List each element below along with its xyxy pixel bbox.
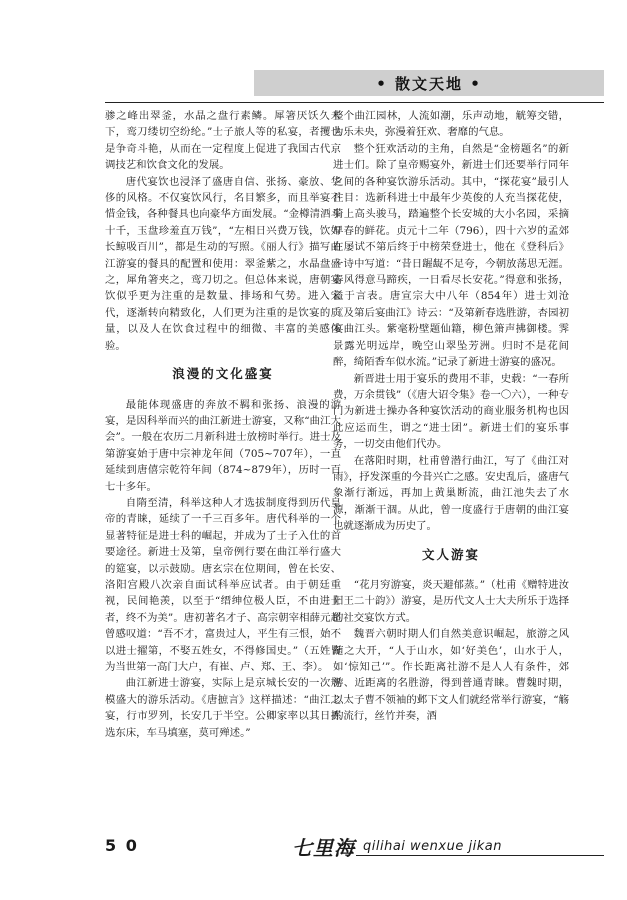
paragraph: “花月穷游宴，炎天避郁蒸。”（杜甫《赠特进汝阳王二十韵》）游宴，是历代文人士大夫所乐于选择的社交宴饮方式。	[333, 578, 569, 624]
paragraph: 整个狂欢活动的主角，自然是“金榜题名”的新进士们。除了皇帝赐宴外，新进士们还要举行同年之间的各种宴饮游乐活动。其中，“探花宴”最引人注目：选新科进士中最年少英俊的人充当探花使，骑上高头骏马，踏遍整个长安城的大小名园，采摘早春的鲜花。贞元十二年（796），四十六岁的孟郊在屡试不第后终于中榜荣登进士，他在《登科后》一诗中写道：“昔日龌龊不足夸，今朝放荡思无涯。春风得意马蹄疾，一日看尽长安花。”得意和张扬，溢于言表。唐宣宗大中八年（854年）进士刘沧《及第后宴曲江》诗云：“及第新春选胜游，杏园初宴曲江头。紫毫粉壁题仙籍，柳色箫声拂御楼。霁景露光明远岸，晚空山翠坠芳洲。归时不是花间醉，绮陌香车似水流。”记录了新进士游宴的盛况。	[333, 142, 569, 369]
section-header-band	[254, 70, 604, 96]
paragraph: 魏晋六朝时期人们自然美意识崛起，旅游之风随之大开，“人于山水，如‘好美色’，山水于人，如‘惊知己’”。作长距离社游不是人人有条件，郊游、近距离的名胜游，得到普通青睐。曹魏时期，以太子曹不领袖的邺下文人们就经常举行游宴，“觞酌流行，丝竹并奏，酒	[333, 628, 569, 723]
page-footer	[0, 836, 627, 866]
footer-underline	[356, 855, 604, 856]
paragraph: 新晋进士用于宴乐的费用不菲，史载：“一春所费，万余贯钱”（《唐大诏令集》卷一〇六），一种专门为新进士操办各种宴饮活动的商业服务机构也因此应运而生，谓之“进士团”。新进士们的宴乐事务，一切交由他们代办。	[333, 372, 569, 451]
paragraph: 在落阳时期，杜甫曾潜行曲江，写了《曲江对雨》，抒发深重的今昔兴亡之感。安史乱后，盛唐气象渐行渐远，再加上黄巢断流，曲江池失去了水源，渐渐干涸。从此，曾一度盛行于唐朝的曲江宴也就逐渐成为历史了。	[333, 454, 569, 533]
paragraph: 整个曲江园林，人流如潮，乐声动地，觥筹交错，为乐未央，弥漫着狂欢、奢靡的气息。	[333, 110, 569, 139]
paragraph: 曲江新进士游宴，实际上是京城长安的一次规模盛大的游乐活动。《唐摭言》这样描述：“曲江之宴，行市罗列，长安几于半空。公卿家率以其日拣选东床，车马填塞，莫可殚述。”	[105, 677, 341, 739]
magazine-pinyin: qilihai wenxue jikan	[363, 839, 502, 854]
section-heading: 浪漫的文化盛宴	[172, 366, 274, 382]
left-column	[105, 108, 341, 741]
paragraph: 骖之峰出翠釜，水晶之盘行素鳞。犀箸厌饫久未下，鸾刀缕切空纷纶。”士子旅人等的私宴，者攫也是争奇斗艳，从而在一定程度上促进了我国古代京调技艺和饮食文化的发展。	[105, 110, 341, 172]
section-title: • 散文天地 •	[376, 75, 482, 93]
paragraph: 自隋至清，科举这种人才选拔制度得到历代皇帝的青睐，延续了一千三百多年。唐代科举的一个显著特征是进士科的崛起，并成为了士子入仕的首要途径。新进士及第，皇帝例行要在曲江举行盛大的筵宴，以示鼓励。唐玄宗在位期间，曾在长安、洛阳宫殿八次亲自面试科举应试者。由于朝廷重视，民间艳羡，以至于“缙绅位极人臣，不由进士者，终不为美”。唐初著名才子、高宗朝宰相薛元超曾感叹道：“吾不才，富贵过人，平生有三恨，始不以进士擢第，不娶五姓女，不得修国史。”（五姓皆为当世第一高门大户，有崔、卢、郑、王、李）。	[105, 496, 341, 673]
header-divider	[105, 102, 604, 103]
paragraph: 唐代宴饮也浸泽了盛唐自信、张扬、豪放、华侈的风格。不仅宴饮风行，名目繁多，而且举宴不惜金钱，各种餐具也向豪华方面发展。“金樽清酒斗十千，玉盘珍羞直万钱”，“左相日兴费万钱，饮如长鲸吸百川”，都是生动的写照。《丽人行》描写曲江游宴的餐具的配置和使用：翠釜紫之，水晶盘盛之，犀角箸夹之，鸾刀切之。但总体来说，唐朝宴饮似乎更为注重的是数量、排场和气势。进入宋代，逐渐转向精致化，人们更为注重的是饮宴的质量，以及人在饮食过程中的细微、丰富的美感体验。	[105, 175, 341, 352]
section-heading: 文人游宴	[421, 546, 480, 562]
page-number: 5 0	[105, 836, 139, 855]
right-column	[333, 108, 569, 725]
paragraph: 最能体现盛唐的奔放不羁和张扬、浪漫的游宴，是因科举而兴的曲江新进士游宴，又称“曲江大会”。一般在农历二月新科进士放榜时举行。进士及第游宴始于唐中宗神龙年间（705~707年），一直延续到唐僖宗乾符年间（874~879年），历时一百七十多年。	[105, 398, 341, 493]
magazine-logo: 七里海	[292, 836, 355, 860]
